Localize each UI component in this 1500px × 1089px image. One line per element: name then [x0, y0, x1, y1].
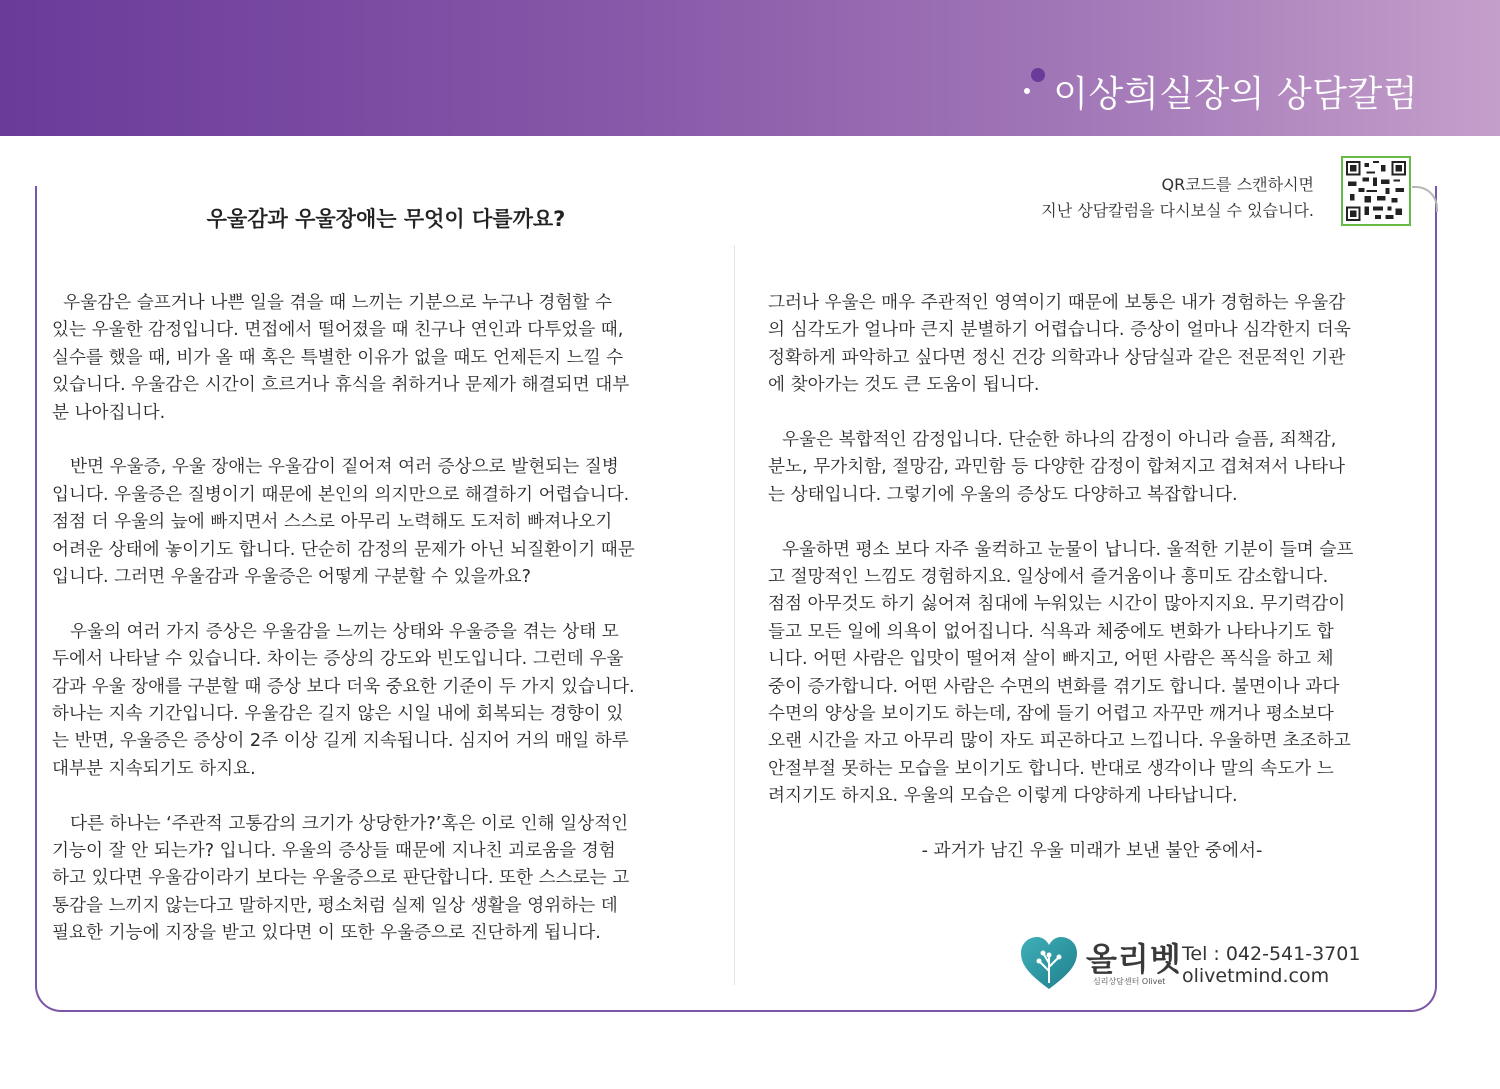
text-line: 기능이 잘 안 되는가? 입니다. 우울의 증상들 때문에 지나친 괴로움을 경험: [52, 841, 616, 862]
text-line: 있는 우울한 감정입니다. 면접에서 떨어졌을 때 친구나 연인과 다투었을 때,: [52, 320, 624, 341]
column-title: 이상희실장의 상담칼럼: [1053, 74, 1418, 115]
text-line: 정확하게 파악하고 싶다면 정신 건강 의학과나 상담실과 같은 전문적인 기관: [768, 347, 1346, 368]
text-line: 수면의 양상을 보이기도 하는데, 잠에 들기 어렵고 자꾸만 깨거나 평소보다: [768, 704, 1334, 725]
article-right-column: [768, 290, 1416, 865]
text-line: 입니다. 그러면 우울감과 우울증은 어떻게 구분할 수 있을까요?: [52, 567, 531, 588]
text-line: 통감을 느끼지 않는다고 말하지만, 평소처럼 실제 일상 생활을 영위하는 데: [52, 895, 618, 916]
text-line: 고 절망적인 느낌도 경험하지요. 일상에서 즐거움이나 흥미도 감소합니다.: [768, 567, 1329, 588]
text-line: 에 찾아가는 것도 큰 도움이 됩니다.: [768, 375, 1040, 396]
text-line: 필요한 기능에 지장을 받고 있다면 이 또한 우울증으로 진단하게 됩니다.: [52, 923, 601, 944]
text-line: 하나는 지속 기간입니다. 우울감은 길지 않은 시일 내에 회복되는 경향이 있: [52, 704, 624, 725]
text-line: 하고 있다면 우울감이라기 보다는 우울증으로 판단합니다. 또한 스스로는 고: [52, 868, 630, 889]
logo-name: 올리벳: [1086, 940, 1182, 978]
text-line: 우울의 여러 가지 증상은 우울감을 느끼는 상태와 우울증을 겪는 상태 모: [70, 621, 619, 642]
text-line: 대부분 지속되기도 하지요.: [52, 758, 256, 779]
text-line: 니다. 어떤 사람은 입맛이 떨어져 살이 빠지고, 어떤 사람은 폭식을 하고 체: [768, 649, 1334, 670]
paragraph: [768, 427, 1416, 509]
qr-note-line1: QR코드를 스캔하시면: [1161, 175, 1314, 194]
article-source: - 과거가 남긴 우울 미래가 보낸 불안 중에서-: [921, 841, 1263, 862]
paragraph: [52, 619, 718, 783]
olivet-logo-icon: [1019, 935, 1079, 991]
qr-note-line2: 지난 상담칼럼을 다시보실 수 있습니다.: [1041, 201, 1314, 220]
text-line: 반면 우울증, 우울 장애는 우울감이 짙어져 여러 증상으로 발현되는 질병: [70, 457, 619, 478]
text-line: 실수를 했을 때, 비가 올 때 혹은 특별한 이유가 없을 때도 언제든지 느낄 수: [52, 347, 624, 368]
article-title: 우울감과 우울장애는 무엇이 다를까요?: [206, 207, 566, 231]
text-line: 있습니다. 우울감은 시간이 흐르거나 휴식을 취하거나 문제가 해결되면 대부: [52, 375, 630, 396]
qr-code-icon[interactable]: [1341, 156, 1411, 226]
text-line: 입니다. 우울증은 질병이기 때문에 본인의 의지만으로 해결하기 어렵습니다.: [52, 484, 630, 505]
column-divider: [734, 245, 735, 985]
contact-site[interactable]: olivetmind.com: [1182, 965, 1330, 987]
text-line: 의 심각도가 얼나마 큰지 분별하기 어렵습니다. 증상이 얼마나 심각한지 더욱: [768, 320, 1351, 341]
text-line: 들고 모든 일에 의욕이 없어집니다. 식욕과 체중에도 변화가 나타나기도 합: [768, 621, 1334, 642]
text-line: 우울하면 평소 보다 자주 울컥하고 눈물이 납니다. 울적한 기분이 들며 슬프: [782, 539, 1354, 560]
text-line: 는 반면, 우울증은 증상이 2주 이상 길게 지속됩니다. 심지어 거의 매일 하루: [52, 731, 629, 752]
qr-note: [1041, 172, 1314, 224]
text-line: 그러나 우울은 매우 주관적인 영역이기 때문에 보통은 내가 경험하는 우울감: [768, 293, 1346, 313]
paragraph: [52, 290, 718, 427]
text-line: 중이 증가합니다. 어떤 사람은 수면의 변화를 겪기도 합니다. 불면이나 과다: [768, 676, 1340, 697]
contact-tel: Tel : 042-541-3701: [1182, 943, 1361, 965]
text-line: 려지기도 하지요. 우울의 모습은 이렇게 다양하게 나타납니다.: [768, 786, 1238, 807]
text-line: 우울감은 슬프거나 나쁜 일을 겪을 때 느끼는 기분으로 누구나 경험할 수: [52, 293, 612, 313]
title-bullet-icon: [1031, 68, 1045, 82]
text-line: 우울은 복합적인 감정입니다. 단순한 하나의 감정이 아니라 슬픔, 죄책감,: [782, 430, 1337, 451]
text-line: 두에서 나타날 수 있습니다. 차이는 증상의 강도와 빈도입니다. 그런데 우울: [52, 649, 624, 670]
header-banner: [0, 0, 1500, 136]
text-line: 분노, 무가치함, 절망감, 과민함 등 다양한 감정이 합쳐지고 겹쳐져서 나타나: [768, 457, 1345, 478]
text-line: 오랜 시간을 자고 아무리 많이 자도 피곤하다고 느낍니다. 우울하면 초조하고: [768, 731, 1351, 752]
article-left-column: [52, 290, 718, 975]
paragraph: [768, 290, 1416, 400]
paragraph: [52, 454, 718, 591]
text-line: 감과 우울 장애를 구분할 때 증상 보다 더욱 중요한 기준이 두 가지 있습니다.: [52, 676, 635, 697]
logo-subtitle: 심리상담센터 Olivet: [1093, 977, 1166, 986]
title-bullet-small-icon: [1024, 88, 1030, 94]
text-line: 점점 아무것도 하기 싫어져 침대에 누워있는 시간이 많아지지요. 무기력감이: [768, 594, 1346, 615]
text-line: 안절부절 못하는 모습을 보이기도 합니다. 반대로 생각이나 말의 속도가 느: [768, 758, 1334, 779]
text-line: 다른 하나는 ‘주관적 고통감의 크기가 상당한가?’혹은 이로 인해 일상적인: [70, 813, 629, 834]
contact-info: [1182, 943, 1360, 987]
text-line: 는 상태입니다. 그렇기에 우울의 증상도 다양하고 복잡합니다.: [768, 484, 1238, 505]
text-line: 어려운 상태에 놓이기도 합니다. 단순히 감정의 문제가 아닌 뇌질환이기 때문: [52, 539, 635, 560]
text-line: 점점 더 우울의 늪에 빠지면서 스스로 아무리 노력해도 도저히 빠져나오기: [52, 512, 613, 533]
paragraph: [52, 811, 718, 948]
paragraph: [768, 537, 1416, 811]
text-line: 분 나아집니다.: [52, 402, 166, 423]
